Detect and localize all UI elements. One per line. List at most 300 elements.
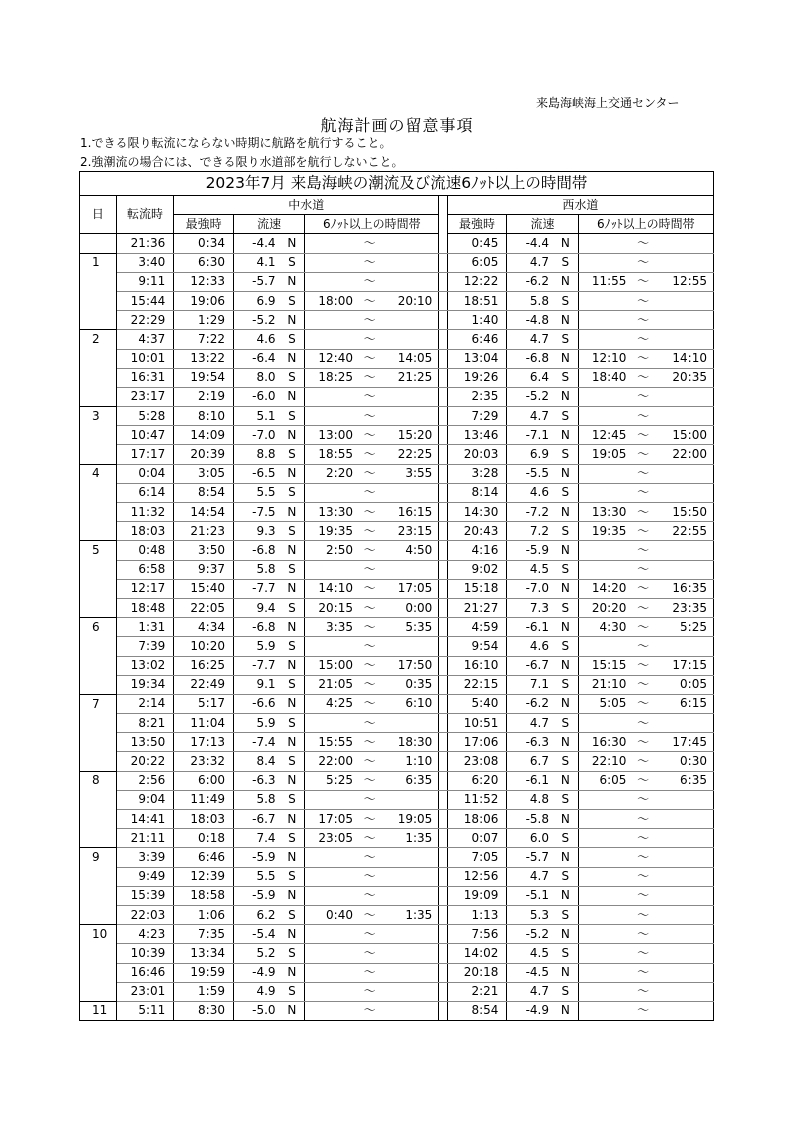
day-cell [80, 963, 117, 982]
mid-window-start-cell [305, 387, 355, 406]
mid-window-tilde: ～ [355, 387, 384, 406]
mid-direction-cell: N [280, 733, 305, 752]
header-west-window: 6ﾉｯﾄ以上の時間帯 [578, 215, 713, 234]
west-window-tilde: ～ [628, 522, 657, 541]
mid-speed-cell: 6.2 [233, 905, 279, 924]
west-peak-cell: 8:14 [447, 483, 507, 502]
channel-gap [439, 387, 447, 406]
mid-window-end-cell [384, 925, 438, 944]
west-direction-cell: N [553, 848, 578, 867]
channel-gap [439, 886, 447, 905]
west-speed-cell: 4.7 [507, 982, 553, 1001]
turn-time-cell: 2:56 [116, 771, 174, 790]
mid-window-start-cell: 2:50 [305, 541, 355, 560]
west-window-end-cell: 6:15 [658, 694, 714, 713]
mid-window-tilde: ～ [355, 234, 384, 253]
day-cell: 8 [80, 771, 117, 790]
mid-peak-cell: 7:22 [174, 330, 234, 349]
day-cell [80, 675, 117, 694]
west-peak-cell: 7:29 [447, 407, 507, 426]
turn-time-cell: 12:17 [116, 579, 174, 598]
turn-time-cell: 18:03 [116, 522, 174, 541]
west-window-start-cell [578, 1001, 628, 1020]
west-window-end-cell: 22:00 [658, 445, 714, 464]
mid-peak-cell: 11:49 [174, 790, 234, 809]
west-window-tilde: ～ [628, 637, 657, 656]
mid-direction-cell: N [280, 464, 305, 483]
header-west-peak: 最強時 [447, 215, 507, 234]
day-cell [80, 368, 117, 387]
west-window-start-cell: 5:05 [578, 694, 628, 713]
mid-window-tilde: ～ [355, 944, 384, 963]
mid-direction-cell: N [280, 272, 305, 291]
mid-peak-cell: 2:19 [174, 387, 234, 406]
west-speed-cell: 4.5 [507, 944, 553, 963]
mid-window-end-cell: 14:05 [384, 349, 438, 368]
day-cell: 2 [80, 330, 117, 349]
west-window-end-cell [658, 464, 714, 483]
mid-peak-cell: 18:03 [174, 810, 234, 829]
mid-peak-cell: 17:13 [174, 733, 234, 752]
west-window-end-cell: 17:15 [658, 656, 714, 675]
west-window-start-cell [578, 234, 628, 253]
west-window-end-cell: 20:35 [658, 368, 714, 387]
mid-peak-cell: 1:06 [174, 905, 234, 924]
mid-window-start-cell: 21:05 [305, 675, 355, 694]
mid-peak-cell: 6:46 [174, 848, 234, 867]
turn-time-cell: 7:39 [116, 637, 174, 656]
west-peak-cell: 22:15 [447, 675, 507, 694]
day-cell [80, 886, 117, 905]
west-window-tilde: ～ [628, 483, 657, 502]
channel-gap [439, 905, 447, 924]
turn-time-cell: 20:22 [116, 752, 174, 771]
west-peak-cell: 7:05 [447, 848, 507, 867]
mid-window-end-cell: 20:10 [384, 291, 438, 310]
west-window-end-cell [658, 234, 714, 253]
mid-window-end-cell [384, 848, 438, 867]
turn-time-cell: 14:41 [116, 810, 174, 829]
mid-direction-cell: S [280, 560, 305, 579]
west-direction-cell: N [553, 886, 578, 905]
west-direction-cell: N [553, 464, 578, 483]
turn-time-cell: 22:03 [116, 905, 174, 924]
west-window-start-cell: 6:05 [578, 771, 628, 790]
mid-speed-cell: 8.0 [233, 368, 279, 387]
mid-window-end-cell [384, 963, 438, 982]
mid-direction-cell: S [280, 637, 305, 656]
west-window-start-cell: 16:30 [578, 733, 628, 752]
mid-window-end-cell [384, 483, 438, 502]
mid-window-start-cell: 12:40 [305, 349, 355, 368]
mid-peak-cell: 0:18 [174, 829, 234, 848]
mid-speed-cell: 5.2 [233, 944, 279, 963]
west-peak-cell: 13:46 [447, 426, 507, 445]
west-direction-cell: S [553, 637, 578, 656]
mid-direction-cell: S [280, 752, 305, 771]
west-window-start-cell [578, 291, 628, 310]
west-direction-cell: S [553, 560, 578, 579]
mid-peak-cell: 22:49 [174, 675, 234, 694]
west-direction-cell: S [553, 905, 578, 924]
west-direction-cell: S [553, 829, 578, 848]
mid-speed-cell: -5.9 [233, 886, 279, 905]
mid-window-end-cell [384, 560, 438, 579]
table-row [80, 291, 714, 310]
table-row [80, 387, 714, 406]
west-window-tilde: ～ [628, 387, 657, 406]
west-direction-cell: N [553, 618, 578, 637]
mid-window-end-cell: 19:05 [384, 810, 438, 829]
mid-window-end-cell: 0:35 [384, 675, 438, 694]
turn-time-cell: 11:32 [116, 503, 174, 522]
mid-window-tilde: ～ [355, 618, 384, 637]
west-window-start-cell [578, 464, 628, 483]
mid-speed-cell: -6.0 [233, 387, 279, 406]
table-row [80, 905, 714, 924]
mid-window-end-cell [384, 1001, 438, 1020]
mid-window-start-cell [305, 272, 355, 291]
day-cell [80, 272, 117, 291]
header-middle-channel: 中水道 [174, 196, 439, 215]
west-window-start-cell: 19:35 [578, 522, 628, 541]
mid-direction-cell: N [280, 426, 305, 445]
mid-direction-cell: S [280, 829, 305, 848]
mid-peak-cell: 19:59 [174, 963, 234, 982]
mid-window-end-cell: 4:50 [384, 541, 438, 560]
west-window-end-cell [658, 714, 714, 733]
channel-gap [439, 368, 447, 387]
west-peak-cell: 16:10 [447, 656, 507, 675]
west-window-tilde: ～ [628, 771, 657, 790]
west-peak-cell: 12:56 [447, 867, 507, 886]
channel-gap [439, 637, 447, 656]
mid-peak-cell: 22:05 [174, 598, 234, 617]
mid-window-tilde: ～ [355, 982, 384, 1001]
turn-time-cell: 23:01 [116, 982, 174, 1001]
west-peak-cell: 2:35 [447, 387, 507, 406]
mid-peak-cell: 19:54 [174, 368, 234, 387]
channel-gap [439, 618, 447, 637]
mid-window-tilde: ～ [355, 349, 384, 368]
organization-name: 来島海峡海上交通センター [536, 96, 680, 110]
channel-gap [439, 349, 447, 368]
mid-speed-cell: 9.4 [233, 598, 279, 617]
west-speed-cell: -6.1 [507, 618, 553, 637]
west-peak-cell: 17:06 [447, 733, 507, 752]
west-direction-cell: N [553, 579, 578, 598]
west-window-tilde: ～ [628, 503, 657, 522]
day-cell [80, 426, 117, 445]
mid-direction-cell: N [280, 387, 305, 406]
mid-peak-cell: 11:04 [174, 714, 234, 733]
day-cell [80, 982, 117, 1001]
mid-window-end-cell: 17:50 [384, 656, 438, 675]
west-window-tilde: ～ [628, 368, 657, 387]
mid-window-tilde: ～ [355, 675, 384, 694]
west-window-start-cell [578, 311, 628, 330]
mid-peak-cell: 0:34 [174, 234, 234, 253]
west-speed-cell: -6.1 [507, 771, 553, 790]
day-cell [80, 790, 117, 809]
west-window-end-cell [658, 407, 714, 426]
west-direction-cell: N [553, 311, 578, 330]
west-direction-cell: S [553, 790, 578, 809]
mid-direction-cell: S [280, 253, 305, 272]
mid-window-tilde: ～ [355, 464, 384, 483]
turn-time-cell: 21:36 [116, 234, 174, 253]
mid-window-end-cell [384, 311, 438, 330]
mid-direction-cell: N [280, 503, 305, 522]
mid-window-tilde: ～ [355, 579, 384, 598]
mid-window-tilde: ～ [355, 714, 384, 733]
west-peak-cell: 9:54 [447, 637, 507, 656]
day-cell: 10 [80, 925, 117, 944]
west-window-end-cell [658, 829, 714, 848]
mid-window-end-cell [384, 234, 438, 253]
table-row [80, 349, 714, 368]
west-window-end-cell: 17:45 [658, 733, 714, 752]
day-cell [80, 637, 117, 656]
mid-direction-cell: S [280, 407, 305, 426]
turn-time-cell: 22:29 [116, 311, 174, 330]
west-peak-cell: 2:21 [447, 982, 507, 1001]
mid-window-start-cell [305, 637, 355, 656]
turn-time-cell: 6:58 [116, 560, 174, 579]
channel-gap [439, 733, 447, 752]
west-window-end-cell [658, 905, 714, 924]
mid-direction-cell: S [280, 944, 305, 963]
mid-peak-cell: 4:34 [174, 618, 234, 637]
mid-window-tilde: ～ [355, 829, 384, 848]
day-cell: 1 [80, 253, 117, 272]
west-window-tilde: ～ [628, 253, 657, 272]
header-mid-peak: 最強時 [174, 215, 234, 234]
mid-window-start-cell: 3:35 [305, 618, 355, 637]
west-window-tilde: ～ [628, 330, 657, 349]
table-row [80, 771, 714, 790]
west-window-end-cell [658, 886, 714, 905]
table-row [80, 579, 714, 598]
west-peak-cell: 20:18 [447, 963, 507, 982]
west-direction-cell: N [553, 963, 578, 982]
turn-time-cell: 1:31 [116, 618, 174, 637]
mid-window-start-cell [305, 963, 355, 982]
west-window-start-cell [578, 560, 628, 579]
mid-direction-cell: N [280, 234, 305, 253]
mid-peak-cell: 15:40 [174, 579, 234, 598]
table-row [80, 790, 714, 809]
west-window-start-cell [578, 483, 628, 502]
table-row [80, 483, 714, 502]
west-peak-cell: 12:22 [447, 272, 507, 291]
west-peak-cell: 4:16 [447, 541, 507, 560]
mid-peak-cell: 1:59 [174, 982, 234, 1001]
west-direction-cell: N [553, 234, 578, 253]
channel-gap [439, 656, 447, 675]
west-direction-cell: N [553, 272, 578, 291]
west-speed-cell: 6.4 [507, 368, 553, 387]
west-speed-cell: -6.2 [507, 694, 553, 713]
day-cell [80, 579, 117, 598]
mid-direction-cell: S [280, 982, 305, 1001]
mid-speed-cell: 4.1 [233, 253, 279, 272]
channel-gap [439, 483, 447, 502]
west-peak-cell: 10:51 [447, 714, 507, 733]
day-cell [80, 387, 117, 406]
west-speed-cell: -5.1 [507, 886, 553, 905]
west-direction-cell: S [553, 522, 578, 541]
turn-time-cell: 3:40 [116, 253, 174, 272]
day-cell [80, 598, 117, 617]
mid-peak-cell: 12:33 [174, 272, 234, 291]
west-direction-cell: N [553, 387, 578, 406]
table-row [80, 503, 714, 522]
west-peak-cell: 13:04 [447, 349, 507, 368]
mid-window-end-cell [384, 714, 438, 733]
mid-window-end-cell [384, 272, 438, 291]
west-window-start-cell: 12:10 [578, 349, 628, 368]
mid-window-start-cell [305, 407, 355, 426]
west-speed-cell: -6.7 [507, 656, 553, 675]
table-row [80, 982, 714, 1001]
day-cell: 4 [80, 464, 117, 483]
mid-peak-cell: 14:09 [174, 426, 234, 445]
west-direction-cell: S [553, 867, 578, 886]
west-speed-cell: 4.7 [507, 867, 553, 886]
west-speed-cell: -4.9 [507, 1001, 553, 1020]
mid-speed-cell: 4.9 [233, 982, 279, 1001]
day-cell [80, 752, 117, 771]
mid-window-end-cell: 22:25 [384, 445, 438, 464]
west-window-end-cell [658, 867, 714, 886]
mid-window-start-cell: 13:00 [305, 426, 355, 445]
mid-direction-cell: S [280, 675, 305, 694]
table-row [80, 618, 714, 637]
mid-speed-cell: -5.7 [233, 272, 279, 291]
turn-time-cell: 10:01 [116, 349, 174, 368]
turn-time-cell: 2:14 [116, 694, 174, 713]
mid-peak-cell: 14:54 [174, 503, 234, 522]
mid-window-end-cell [384, 387, 438, 406]
west-window-start-cell [578, 867, 628, 886]
mid-direction-cell: N [280, 541, 305, 560]
mid-peak-cell: 9:37 [174, 560, 234, 579]
west-direction-cell: S [553, 253, 578, 272]
day-cell: 11 [80, 1001, 117, 1020]
mid-window-end-cell: 15:20 [384, 426, 438, 445]
day-cell [80, 905, 117, 924]
mid-speed-cell: -5.0 [233, 1001, 279, 1020]
west-speed-cell: -6.2 [507, 272, 553, 291]
mid-window-start-cell: 0:40 [305, 905, 355, 924]
mid-speed-cell: -6.6 [233, 694, 279, 713]
west-peak-cell: 9:02 [447, 560, 507, 579]
west-window-end-cell [658, 925, 714, 944]
mid-window-start-cell: 2:20 [305, 464, 355, 483]
mid-window-tilde: ～ [355, 330, 384, 349]
table-row [80, 445, 714, 464]
mid-window-tilde: ～ [355, 541, 384, 560]
mid-peak-cell: 18:58 [174, 886, 234, 905]
channel-gap [439, 829, 447, 848]
west-speed-cell: -5.2 [507, 387, 553, 406]
mid-window-tilde: ～ [355, 637, 384, 656]
mid-peak-cell: 13:22 [174, 349, 234, 368]
channel-gap [439, 407, 447, 426]
west-speed-cell: -5.8 [507, 810, 553, 829]
west-window-end-cell [658, 982, 714, 1001]
mid-peak-cell: 13:34 [174, 944, 234, 963]
west-window-end-cell: 23:35 [658, 598, 714, 617]
west-window-start-cell [578, 982, 628, 1001]
mid-window-end-cell: 23:15 [384, 522, 438, 541]
west-direction-cell: S [553, 368, 578, 387]
mid-direction-cell: N [280, 694, 305, 713]
mid-window-start-cell [305, 234, 355, 253]
mid-speed-cell: 5.8 [233, 560, 279, 579]
west-peak-cell: 19:26 [447, 368, 507, 387]
note-1: 1.できる限り転流にならない時期に航路を航行すること。 [80, 136, 392, 150]
table-row [80, 272, 714, 291]
west-direction-cell: S [553, 714, 578, 733]
table-row [80, 368, 714, 387]
table-row [80, 733, 714, 752]
west-window-start-cell: 12:45 [578, 426, 628, 445]
west-window-start-cell [578, 963, 628, 982]
table-row [80, 848, 714, 867]
mid-speed-cell: -4.4 [233, 234, 279, 253]
mid-window-tilde: ～ [355, 752, 384, 771]
west-peak-cell: 5:40 [447, 694, 507, 713]
turn-time-cell: 16:31 [116, 368, 174, 387]
mid-window-start-cell [305, 867, 355, 886]
west-peak-cell: 6:20 [447, 771, 507, 790]
mid-direction-cell: S [280, 905, 305, 924]
mid-window-start-cell [305, 982, 355, 1001]
west-speed-cell: 6.0 [507, 829, 553, 848]
west-peak-cell: 14:02 [447, 944, 507, 963]
channel-gap [439, 714, 447, 733]
west-window-tilde: ～ [628, 291, 657, 310]
west-direction-cell: N [553, 1001, 578, 1020]
mid-window-start-cell [305, 560, 355, 579]
west-window-end-cell [658, 253, 714, 272]
document-title: 航海計画の留意事項 [320, 116, 474, 135]
mid-speed-cell: 9.1 [233, 675, 279, 694]
west-window-tilde: ～ [628, 752, 657, 771]
channel-gap [439, 272, 447, 291]
day-cell: 5 [80, 541, 117, 560]
mid-direction-cell: S [280, 714, 305, 733]
mid-peak-cell: 23:32 [174, 752, 234, 771]
turn-time-cell: 15:44 [116, 291, 174, 310]
west-speed-cell: 7.3 [507, 598, 553, 617]
west-window-tilde: ～ [628, 618, 657, 637]
mid-speed-cell: -7.7 [233, 656, 279, 675]
mid-window-start-cell [305, 483, 355, 502]
table-row [80, 867, 714, 886]
west-direction-cell: S [553, 752, 578, 771]
header-turn-time: 転流時 [116, 196, 174, 234]
west-window-tilde: ～ [628, 311, 657, 330]
mid-window-end-cell: 1:35 [384, 829, 438, 848]
mid-window-tilde: ～ [355, 407, 384, 426]
header-day: 日 [80, 196, 117, 234]
turn-time-cell: 9:04 [116, 790, 174, 809]
west-speed-cell: 7.1 [507, 675, 553, 694]
west-speed-cell: -7.0 [507, 579, 553, 598]
